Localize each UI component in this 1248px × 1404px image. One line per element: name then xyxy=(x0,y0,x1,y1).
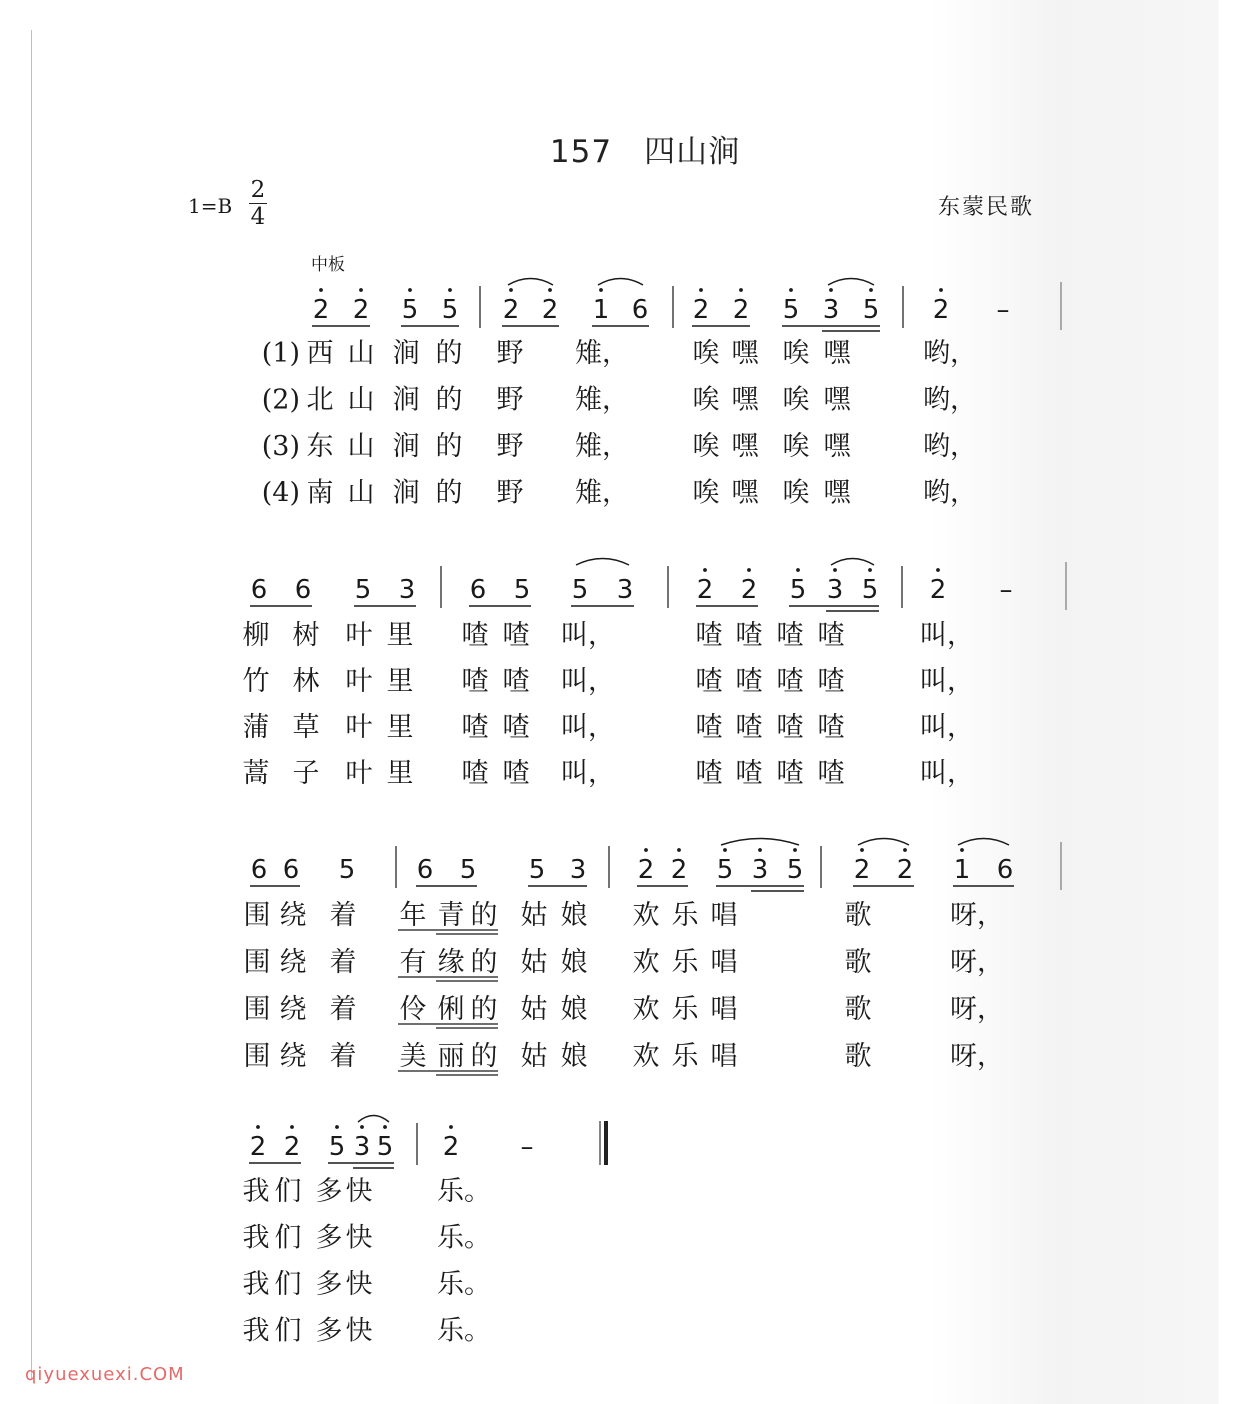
note-digit: 5 xyxy=(786,855,804,885)
octave-dot xyxy=(449,1125,453,1129)
note-digit: 5 xyxy=(328,1132,346,1162)
note-digit: 2 xyxy=(541,295,559,325)
lyric-char: 涧 xyxy=(392,477,420,509)
lyric-char: 喳 xyxy=(776,666,804,697)
note-digit: 3 xyxy=(751,855,769,885)
note-digit: 5 xyxy=(354,575,372,605)
lyric-char: 我 xyxy=(242,1222,270,1254)
lyric-char: 我 xyxy=(242,1315,270,1347)
octave-dot xyxy=(833,568,837,572)
octave-dot xyxy=(903,848,907,852)
lyric-char: 蒿 xyxy=(242,758,270,789)
lyric-char: 着 xyxy=(329,947,357,978)
note-digit: 5 xyxy=(338,855,356,885)
lyric-char: 的 xyxy=(470,947,498,978)
lyric-char: 叫， xyxy=(920,758,974,789)
lyric-char: 喳 xyxy=(817,620,845,651)
lyric-char: 涧 xyxy=(392,384,420,416)
sustain-dash: – xyxy=(520,1132,534,1162)
lyric-char: 我 xyxy=(242,1176,270,1207)
lyric-char: 叶 xyxy=(345,620,373,651)
lyric-char: 喳 xyxy=(735,758,763,789)
lyric-char: 歌 xyxy=(844,1041,872,1072)
lyric-char: 我 xyxy=(242,1269,270,1300)
lyric-char: 喳 xyxy=(461,620,489,651)
note-digit: 5 xyxy=(528,855,546,885)
octave-dot xyxy=(739,288,743,292)
lyric-char: 围 xyxy=(243,947,271,978)
verse-number: (1) xyxy=(261,338,300,369)
slur xyxy=(598,279,643,286)
octave-dot xyxy=(359,288,363,292)
lyric-char: 绕 xyxy=(279,994,307,1025)
lyric-char: 柳 xyxy=(242,620,270,651)
note-digit: 2 xyxy=(502,295,520,325)
note-digit: 2 xyxy=(352,295,370,325)
octave-dot xyxy=(789,288,793,292)
lyric-char: 嘿 xyxy=(731,338,759,369)
sustain-dash: – xyxy=(996,295,1010,325)
lyric-char: 欢 xyxy=(632,900,660,931)
lyric-char: 的 xyxy=(435,431,463,462)
note-digit: 3 xyxy=(398,575,416,605)
note-digit: 5 xyxy=(716,855,734,885)
octave-dot xyxy=(796,568,800,572)
lyric-char: 呀， xyxy=(950,1041,1004,1072)
lyric-char: 叫， xyxy=(561,620,615,651)
lyric-char: 喳 xyxy=(461,712,489,743)
lyric-char: 乐 xyxy=(671,900,699,931)
slur xyxy=(508,279,553,286)
note-digit: 5 xyxy=(782,295,800,325)
lyric-char: 雉， xyxy=(575,431,629,462)
lyric-char: 里 xyxy=(386,758,414,789)
lyric-char: 绕 xyxy=(279,1041,307,1072)
lyric-char: 喳 xyxy=(776,758,804,789)
lyric-char: 呀， xyxy=(950,994,1004,1025)
lyric-char: 唉 xyxy=(692,477,720,509)
slur xyxy=(358,1116,389,1123)
lyric-char: 嘿 xyxy=(823,477,851,509)
lyric-char: 围 xyxy=(243,994,271,1025)
note-digit: 1 xyxy=(592,295,610,325)
lyric-char: 嘿 xyxy=(823,431,851,462)
note-digit: 2 xyxy=(929,575,947,605)
lyric-char: 的 xyxy=(435,477,463,509)
octave-dot xyxy=(829,288,833,292)
lyric-char: 里 xyxy=(386,620,414,651)
tempo-marking: 中板 xyxy=(311,255,345,275)
lyric-char: 乐。 xyxy=(437,1176,491,1207)
octave-dot xyxy=(256,1125,260,1129)
note-digit: 2 xyxy=(932,295,950,325)
note-digit: 6 xyxy=(250,855,268,885)
note-digit: 5 xyxy=(459,855,477,885)
octave-dot xyxy=(758,848,762,852)
lyric-char: 俐 xyxy=(437,994,465,1025)
lyric-char: 呀， xyxy=(950,947,1004,978)
lyric-char: 山 xyxy=(347,338,375,369)
octave-dot xyxy=(960,848,964,852)
lyric-char: 野 xyxy=(496,431,524,462)
lyric-char: 嘿 xyxy=(823,338,851,369)
note-digit: 5 xyxy=(441,295,459,325)
lyric-char: 山 xyxy=(347,384,375,416)
note-digit: 5 xyxy=(513,575,531,605)
lyric-char: 野 xyxy=(496,477,524,509)
verse-number: (2) xyxy=(261,384,300,416)
lyric-char: 歌 xyxy=(844,994,872,1025)
lyric-char: 快 xyxy=(345,1315,373,1347)
note-digit: 5 xyxy=(401,295,419,325)
lyric-char: 多 xyxy=(315,1222,343,1254)
lyric-char: 喳 xyxy=(695,712,723,743)
sustain-dash: – xyxy=(999,575,1013,605)
lyric-char: 姑 xyxy=(520,994,548,1025)
lyric-char: 涧 xyxy=(392,431,420,462)
lyric-char: 叫， xyxy=(920,712,974,743)
lyric-char: 们 xyxy=(274,1269,302,1300)
lyric-char: 西 xyxy=(306,338,334,369)
octave-dot xyxy=(548,288,552,292)
lyric-char: 林 xyxy=(292,666,320,697)
lyric-char: 乐。 xyxy=(437,1315,491,1347)
lyric-char: 青 xyxy=(437,900,465,931)
lyric-char: 野 xyxy=(496,384,524,416)
lyric-char: 乐。 xyxy=(437,1222,491,1254)
lyric-char: 喳 xyxy=(461,758,489,789)
lyric-char: 竹 xyxy=(242,666,270,697)
lyric-char: 山 xyxy=(347,477,375,509)
note-digit: 2 xyxy=(312,295,330,325)
note-digit: 2 xyxy=(692,295,710,325)
lyric-char: 娘 xyxy=(560,994,588,1025)
slur xyxy=(858,839,909,846)
lyric-char: 姑 xyxy=(520,1041,548,1072)
octave-dot xyxy=(868,568,872,572)
lyric-char: 唱 xyxy=(710,1041,738,1072)
note-digit: 5 xyxy=(571,575,589,605)
lyric-char: 缘 xyxy=(437,947,465,978)
lyric-char: 雉， xyxy=(575,384,629,416)
note-digit: 3 xyxy=(616,575,634,605)
lyric-char: 哟， xyxy=(923,431,977,462)
lyric-char: 快 xyxy=(345,1269,373,1300)
lyric-char: 哟， xyxy=(923,384,977,416)
note-digit: 3 xyxy=(822,295,840,325)
lyric-char: 唉 xyxy=(692,384,720,416)
lyric-char: 嘿 xyxy=(823,384,851,416)
lyric-char: 喳 xyxy=(776,712,804,743)
lyric-char: 欢 xyxy=(632,947,660,978)
octave-dot xyxy=(290,1125,294,1129)
lyric-char: 南 xyxy=(306,477,334,509)
octave-dot xyxy=(699,288,703,292)
octave-dot xyxy=(448,288,452,292)
lyric-char: 哟， xyxy=(923,477,977,509)
lyric-char: 多 xyxy=(315,1269,343,1300)
octave-dot xyxy=(723,848,727,852)
note-digit: 3 xyxy=(826,575,844,605)
lyric-char: 嘿 xyxy=(731,431,759,462)
note-digit: 2 xyxy=(442,1132,460,1162)
note-digit: 3 xyxy=(569,855,587,885)
lyric-char: 们 xyxy=(274,1222,302,1254)
lyric-char: 喳 xyxy=(502,758,530,789)
note-digit: 2 xyxy=(670,855,688,885)
verse-number: (3) xyxy=(261,431,300,462)
octave-dot xyxy=(335,1125,339,1129)
lyric-char: 的 xyxy=(470,900,498,931)
note-digit: 6 xyxy=(469,575,487,605)
key-signature: 1=B xyxy=(188,194,233,218)
lyric-char: 们 xyxy=(274,1176,302,1207)
note-digit: 1 xyxy=(953,855,971,885)
lyric-char: 唉 xyxy=(782,477,810,509)
octave-dot xyxy=(599,288,603,292)
slur xyxy=(721,839,799,846)
lyric-char: 唉 xyxy=(782,338,810,369)
lyric-char: 们 xyxy=(274,1315,302,1347)
lyric-char: 喳 xyxy=(695,666,723,697)
lyric-char: 多 xyxy=(315,1176,343,1207)
lyric-char: 里 xyxy=(386,712,414,743)
lyric-char: 快 xyxy=(345,1222,373,1254)
lyric-char: 乐 xyxy=(671,947,699,978)
note-digit: 2 xyxy=(696,575,714,605)
lyric-char: 欢 xyxy=(632,994,660,1025)
lyric-char: 唱 xyxy=(710,947,738,978)
lyric-char: 乐。 xyxy=(437,1269,491,1300)
note-digit: 5 xyxy=(789,575,807,605)
lyric-char: 嘿 xyxy=(731,384,759,416)
note-digit: 2 xyxy=(283,1132,301,1162)
song-title: 157 四山涧 xyxy=(549,134,741,170)
lyric-char: 的 xyxy=(470,994,498,1025)
note-digit: 2 xyxy=(853,855,871,885)
slur xyxy=(958,839,1009,846)
lyric-char: 喳 xyxy=(735,666,763,697)
lyric-char: 叫， xyxy=(561,758,615,789)
note-digit: 6 xyxy=(996,855,1014,885)
lyric-char: 喳 xyxy=(817,666,845,697)
lyric-char: 伶 xyxy=(399,994,427,1025)
lyric-char: 叫， xyxy=(920,620,974,651)
lyric-char: 喳 xyxy=(695,620,723,651)
octave-dot xyxy=(869,288,873,292)
note-digit: 6 xyxy=(250,575,268,605)
lyric-char: 涧 xyxy=(392,338,420,369)
lyric-char: 里 xyxy=(386,666,414,697)
lyric-char: 叶 xyxy=(345,758,373,789)
lyric-char: 丽 xyxy=(437,1041,465,1072)
lyric-char: 围 xyxy=(243,900,271,931)
lyric-char: 绕 xyxy=(279,947,307,978)
lyric-char: 姑 xyxy=(520,947,548,978)
lyric-char: 美 xyxy=(399,1041,427,1072)
lyric-char: 喳 xyxy=(735,712,763,743)
lyric-char: 北 xyxy=(306,384,334,416)
lyric-char: 叶 xyxy=(345,666,373,697)
lyric-char: 姑 xyxy=(520,900,548,931)
lyric-char: 喳 xyxy=(502,712,530,743)
octave-dot xyxy=(509,288,513,292)
lyric-char: 叫， xyxy=(920,666,974,697)
lyric-char: 蒲 xyxy=(242,712,270,743)
lyric-char: 乐 xyxy=(671,1041,699,1072)
lyric-char: 娘 xyxy=(560,1041,588,1072)
lyric-char: 叫， xyxy=(561,712,615,743)
lyric-char: 歌 xyxy=(844,900,872,931)
lyric-char: 歌 xyxy=(844,947,872,978)
lyric-char: 的 xyxy=(470,1041,498,1072)
lyric-char: 的 xyxy=(435,338,463,369)
note-digit: 5 xyxy=(862,295,880,325)
lyric-char: 喳 xyxy=(461,666,489,697)
lyric-char: 乐 xyxy=(671,994,699,1025)
time-signature-bottom: 4 xyxy=(250,204,266,230)
lyric-char: 喳 xyxy=(776,620,804,651)
note-digit: 6 xyxy=(631,295,649,325)
octave-dot xyxy=(939,288,943,292)
lyric-char: 雉， xyxy=(575,477,629,509)
octave-dot xyxy=(793,848,797,852)
lyric-char: 喳 xyxy=(502,620,530,651)
note-digit: 2 xyxy=(249,1132,267,1162)
octave-dot xyxy=(319,288,323,292)
lyric-char: 草 xyxy=(292,712,320,743)
lyric-char: 雉， xyxy=(575,338,629,369)
note-digit: 2 xyxy=(740,575,758,605)
lyric-char: 山 xyxy=(347,431,375,462)
note-digit: 5 xyxy=(376,1132,394,1162)
lyric-char: 喳 xyxy=(817,758,845,789)
note-digit: 2 xyxy=(732,295,750,325)
lyric-char: 绕 xyxy=(279,900,307,931)
lyric-char: 欢 xyxy=(632,1041,660,1072)
lyric-char: 哟， xyxy=(923,338,977,369)
note-digit: 3 xyxy=(353,1132,371,1162)
lyric-char: 叶 xyxy=(345,712,373,743)
note-digit: 2 xyxy=(896,855,914,885)
lyric-char: 树 xyxy=(292,620,320,651)
note-digit: 6 xyxy=(416,855,434,885)
octave-dot xyxy=(677,848,681,852)
lyric-char: 唱 xyxy=(710,900,738,931)
lyric-char: 子 xyxy=(292,758,320,789)
lyric-char: 快 xyxy=(345,1176,373,1207)
lyric-char: 有 xyxy=(399,947,427,978)
time-signature-top: 2 xyxy=(250,177,266,203)
lyric-char: 着 xyxy=(329,900,357,931)
lyric-char: 围 xyxy=(243,1041,271,1072)
note-digit: 5 xyxy=(861,575,879,605)
octave-dot xyxy=(360,1125,364,1129)
lyric-char: 的 xyxy=(435,384,463,416)
lyric-char: 唉 xyxy=(782,384,810,416)
lyric-char: 野 xyxy=(496,338,524,369)
lyric-char: 东 xyxy=(306,431,334,462)
lyric-char: 喳 xyxy=(502,666,530,697)
octave-dot xyxy=(860,848,864,852)
octave-dot xyxy=(644,848,648,852)
note-digit: 2 xyxy=(637,855,655,885)
lyric-char: 喳 xyxy=(817,712,845,743)
octave-dot xyxy=(703,568,707,572)
lyric-char: 多 xyxy=(315,1315,343,1347)
lyric-char: 喳 xyxy=(695,758,723,789)
lyric-char: 嘿 xyxy=(731,477,759,509)
octave-dot xyxy=(383,1125,387,1129)
lyric-char: 喳 xyxy=(735,620,763,651)
lyric-char: 着 xyxy=(329,994,357,1025)
lyric-char: 唉 xyxy=(692,431,720,462)
octave-dot xyxy=(936,568,940,572)
lyric-char: 年 xyxy=(399,900,427,931)
octave-dot xyxy=(747,568,751,572)
verse-number: (4) xyxy=(261,477,300,509)
song-source: 东蒙民歌 xyxy=(938,195,1035,220)
lyric-char: 叫， xyxy=(561,666,615,697)
slur xyxy=(831,559,874,566)
lyric-char: 娘 xyxy=(560,947,588,978)
watermark: qiyuexuexi.COM xyxy=(25,1364,185,1385)
lyric-char: 唉 xyxy=(782,431,810,462)
lyric-char: 呀， xyxy=(950,900,1004,931)
lyric-char: 唉 xyxy=(692,338,720,369)
lyric-char: 娘 xyxy=(560,900,588,931)
note-digit: 6 xyxy=(282,855,300,885)
lyric-char: 着 xyxy=(329,1041,357,1072)
octave-dot xyxy=(408,288,412,292)
slur xyxy=(828,279,874,286)
note-digit: 6 xyxy=(294,575,312,605)
lyric-char: 唱 xyxy=(710,994,738,1025)
slur xyxy=(576,559,629,566)
